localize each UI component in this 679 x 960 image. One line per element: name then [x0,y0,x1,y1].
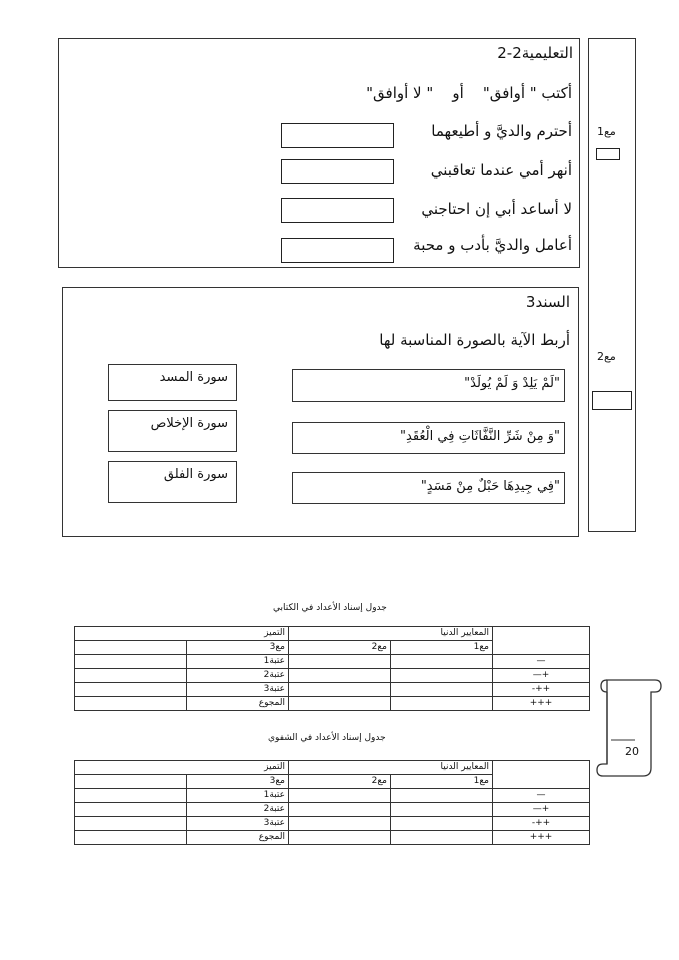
table-col-c3: مع3 [187,641,289,655]
table-cell[interactable] [75,697,187,711]
table-cell[interactable] [75,789,187,803]
section-2-frame [58,38,580,268]
table-row [75,683,590,697]
criteria-2-label: مع2 [597,350,616,363]
table-header-min: المعايير الدنيا [289,627,493,641]
verse-1: "لَمْ يَلِدْ وَ لَمْ يُولَدْ" [464,376,560,391]
table-cell[interactable] [289,803,391,817]
table-cell[interactable] [391,831,493,845]
table-cell[interactable] [391,697,493,711]
table-cell[interactable] [289,655,391,669]
answer-box-1[interactable] [281,123,394,148]
row-label: عتبة3 [187,683,289,697]
row-symbol: ++- [493,683,590,697]
criteria-2-box[interactable] [592,391,632,410]
row-symbol: +— [493,669,590,683]
row-symbol: +++ [493,831,590,845]
statement-1: أحترم والديَّ و أطيعهما [431,122,572,140]
table-cell[interactable] [75,803,187,817]
statement-2: أنهر أمي عندما تعاقبني [430,161,572,179]
table-cell [75,775,187,789]
scroll-icon [595,672,667,784]
sura-2: سورة الإخلاص [150,416,228,431]
row-label: المجوع [187,831,289,845]
table-cell[interactable] [75,683,187,697]
table-cell[interactable] [289,831,391,845]
table-cell [493,761,590,789]
section-3-title: السند3 [525,293,570,311]
table-cell[interactable] [289,683,391,697]
table-cell[interactable] [391,655,493,669]
table-row [75,831,590,845]
sura-3: سورة الفلق [163,467,228,482]
row-symbol: — [493,655,590,669]
row-label: عتبة1 [187,789,289,803]
row-symbol: ++- [493,817,590,831]
row-label: عتبة2 [187,803,289,817]
table-cell[interactable] [75,655,187,669]
table-row [75,669,590,683]
table-cell[interactable] [391,669,493,683]
table-2-caption: جدول إسناد الأعداد في الشفوي [268,733,386,743]
section-2-title: التعليمية2-2 [497,44,573,62]
answer-box-4[interactable] [281,238,394,263]
oral-grading-table [74,760,590,845]
table-cell[interactable] [289,697,391,711]
table-1-caption: جدول إسناد الأعداد في الكتابي [273,603,387,613]
table-col-c2: مع2 [289,641,391,655]
statement-3: لا أساعد أبي إن احتاجني [421,200,572,218]
row-label: عتبة3 [187,817,289,831]
table-cell[interactable] [75,817,187,831]
table-row [75,817,590,831]
table-col-c1: مع1 [391,775,493,789]
criteria-1-label: مع1 [597,125,616,138]
written-grading-table [74,626,590,711]
table-cell[interactable] [391,817,493,831]
row-symbol: +— [493,803,590,817]
row-label: المجوع [187,697,289,711]
row-symbol: +++ [493,697,590,711]
table-cell[interactable] [391,803,493,817]
table-cell[interactable] [289,789,391,803]
table-cell[interactable] [75,669,187,683]
row-label: عتبة2 [187,669,289,683]
table-cell[interactable] [75,831,187,845]
answer-box-2[interactable] [281,159,394,184]
table-cell [493,627,590,655]
table-cell[interactable] [391,683,493,697]
criteria-column [588,38,636,532]
table-col-c3: مع3 [187,775,289,789]
table-header-min: المعايير الدنيا [289,761,493,775]
table-header-excellence: التميز [75,761,289,775]
table-row [75,655,590,669]
section-3-instruction: أربط الآية بالصورة المناسبة لها [379,331,570,349]
section-2-instruction: أكتب " أوافق" أو " لا أوافق" [366,84,572,102]
row-symbol: — [493,789,590,803]
answer-box-3[interactable] [281,198,394,223]
table-row [75,697,590,711]
table-row [75,803,590,817]
table-cell[interactable] [289,669,391,683]
criteria-1-box[interactable] [596,148,620,160]
verse-3: "فِي جِيدِهَا حَبْلٌ مِنْ مَسَدٍ" [420,479,560,494]
table-cell[interactable] [391,789,493,803]
table-header-excellence: التميز [75,627,289,641]
score-value: 20 [625,745,639,758]
table-row [75,789,590,803]
statement-4: أعامل والديَّ بأدب و محبة [413,236,572,254]
verse-2: "وَ مِنْ شَرِّ النَّفَّاثَاتِ فِي الْعُقَدِ" [400,429,560,444]
sura-1: سورة المسد [159,370,228,385]
table-cell[interactable] [289,817,391,831]
table-cell [75,641,187,655]
row-label: عتبة1 [187,655,289,669]
table-col-c2: مع2 [289,775,391,789]
table-col-c1: مع1 [391,641,493,655]
